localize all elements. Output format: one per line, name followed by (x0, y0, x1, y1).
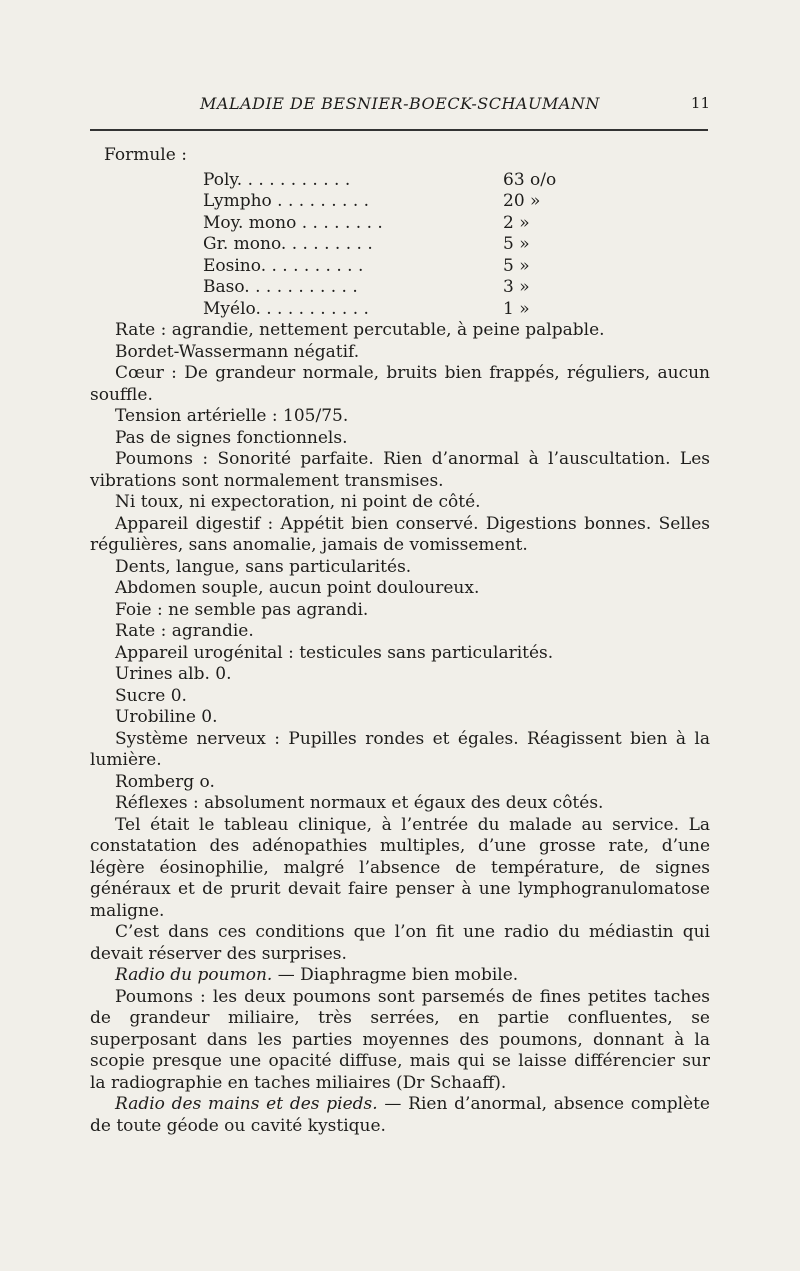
paragraph-poumons: Poumons : Sonorité parfaite. Rien d’anormal à l’auscultation. Les vibrations sont normalement transmises. (90, 449, 710, 491)
paragraph-systeme-nerveux: Système nerveux : Pupilles rondes et égales. Réagissent bien à la lumière. (90, 728, 710, 770)
blood-formula-table (203, 170, 593, 321)
formula-cell-name: Moy. mono . . . . . . . . (203, 212, 383, 233)
paragraph-appareil-digestif: Appareil digestif : Appétit bien conservé. Digestions bonnes. Selles régulières, sans anomalie, jamais de vomissement. (90, 513, 710, 555)
paragraph-abdomen: Abdomen souple, aucun point douloureux. (115, 578, 480, 598)
radio-mains-pieds-heading: Radio des mains et des pieds. (115, 1094, 378, 1114)
formula-label: Formule : (104, 145, 187, 165)
paragraph-romberg: Romberg o. (115, 771, 215, 792)
radio-poumon-heading: Radio du poumon. (115, 965, 273, 985)
paragraph-coeur: Cœur : De grandeur normale, bruits bien frappés, réguliers, aucun souffle. (90, 363, 710, 405)
paragraph-foie: Foie : ne semble pas agrandi. (115, 599, 369, 620)
paragraph-tableau-clinique: Tel était le tableau clinique, à l’entrée du malade au service. La constatation des adénopathies multiples, d’une grosse rate, d’une légère éosinophilie, malgré l’absence de température, de signes généraux et de prurit devait faire penser à une lymphogranulomatose maligne. (90, 814, 710, 921)
formula-row (203, 213, 593, 235)
radio-poumon-text: — Diaphragme bien mobile. (272, 965, 519, 985)
formula-cell-value: 63 o/o (503, 169, 557, 190)
formula-cell-value: 5 » (503, 234, 530, 254)
formula-row (203, 299, 593, 321)
paragraph-toux: Ni toux, ni expectoration, ni point de côté. (115, 492, 481, 512)
paragraph-poumons-radio: Poumons : les deux poumons sont parsemés de fines petites taches de grandeur miliaire, très serrées, en partie confluentes, se superposant dans les parties moyennes des poumons, donnant à la scopie presque une opacité diffuse, mais qui se laisse différencier sur la radiographie en taches miliaires (Dr Schaaff). (90, 986, 710, 1093)
paragraph-rate: Rate : agrandie, nettement percutable, à peine palpable. (115, 320, 605, 340)
formula-cell-value: 20 » (503, 191, 541, 211)
formula-row (203, 256, 593, 278)
formula-cell-name: Baso. . . . . . . . . . . (203, 277, 358, 297)
paragraph-conditions: C’est dans ces conditions que l’on fit une radio du médiastin qui devait réserver des surprises. (90, 922, 710, 964)
formula-cell-value: 5 » (503, 255, 530, 276)
paragraph-dents: Dents, langue, sans particularités. (115, 556, 412, 577)
formula-row (203, 191, 593, 213)
formula-cell-name: Eosino. . . . . . . . . . (203, 255, 364, 276)
header-rule (90, 129, 708, 131)
paragraph-sucre: Sucre 0. (115, 685, 187, 706)
formula-cell-value: 3 » (503, 277, 530, 297)
formula-cell-name: Gr. mono. . . . . . . . . (203, 234, 373, 254)
paragraph-urobiline: Urobiline 0. (115, 707, 218, 727)
formula-cell-value: 1 » (503, 298, 530, 319)
page-number: 11 (690, 94, 710, 112)
paragraph-signes: Pas de signes fonctionnels. (115, 427, 348, 448)
formula-cell-name: Myélo. . . . . . . . . . . (203, 298, 369, 319)
paragraph-radio-poumon (90, 965, 710, 987)
document-body (90, 145, 710, 1137)
formula-row (203, 277, 593, 299)
paragraph-reflexes: Réflexes : absolument normaux et égaux des deux côtés. (115, 793, 604, 813)
running-header (90, 92, 710, 120)
radio-mains-pieds-text: — Rien d’anormal, absence complète de toute géode ou cavité kystique. (90, 1094, 710, 1136)
paragraph-urines: Urines alb. 0. (115, 664, 232, 684)
paragraph-urogenital: Appareil urogénital : testicules sans particularités. (115, 642, 554, 663)
formula-row (203, 234, 593, 256)
paragraph-bordet-wassermann: Bordet-Wassermann négatif. (115, 341, 360, 362)
paragraph-radio-mains-pieds (90, 1094, 710, 1137)
paragraph-rate-2: Rate : agrandie. (115, 621, 254, 641)
paragraph-tension: Tension artérielle : 105/75. (115, 406, 349, 426)
formula-row (203, 170, 593, 192)
formula-cell-value: 2 » (503, 212, 530, 233)
formula-cell-name: Lympho . . . . . . . . . (203, 191, 370, 211)
running-title: MALADIE DE BESNIER-BOECK-SCHAUMANN (200, 94, 600, 113)
formula-cell-name: Poly. . . . . . . . . . . (203, 169, 351, 190)
